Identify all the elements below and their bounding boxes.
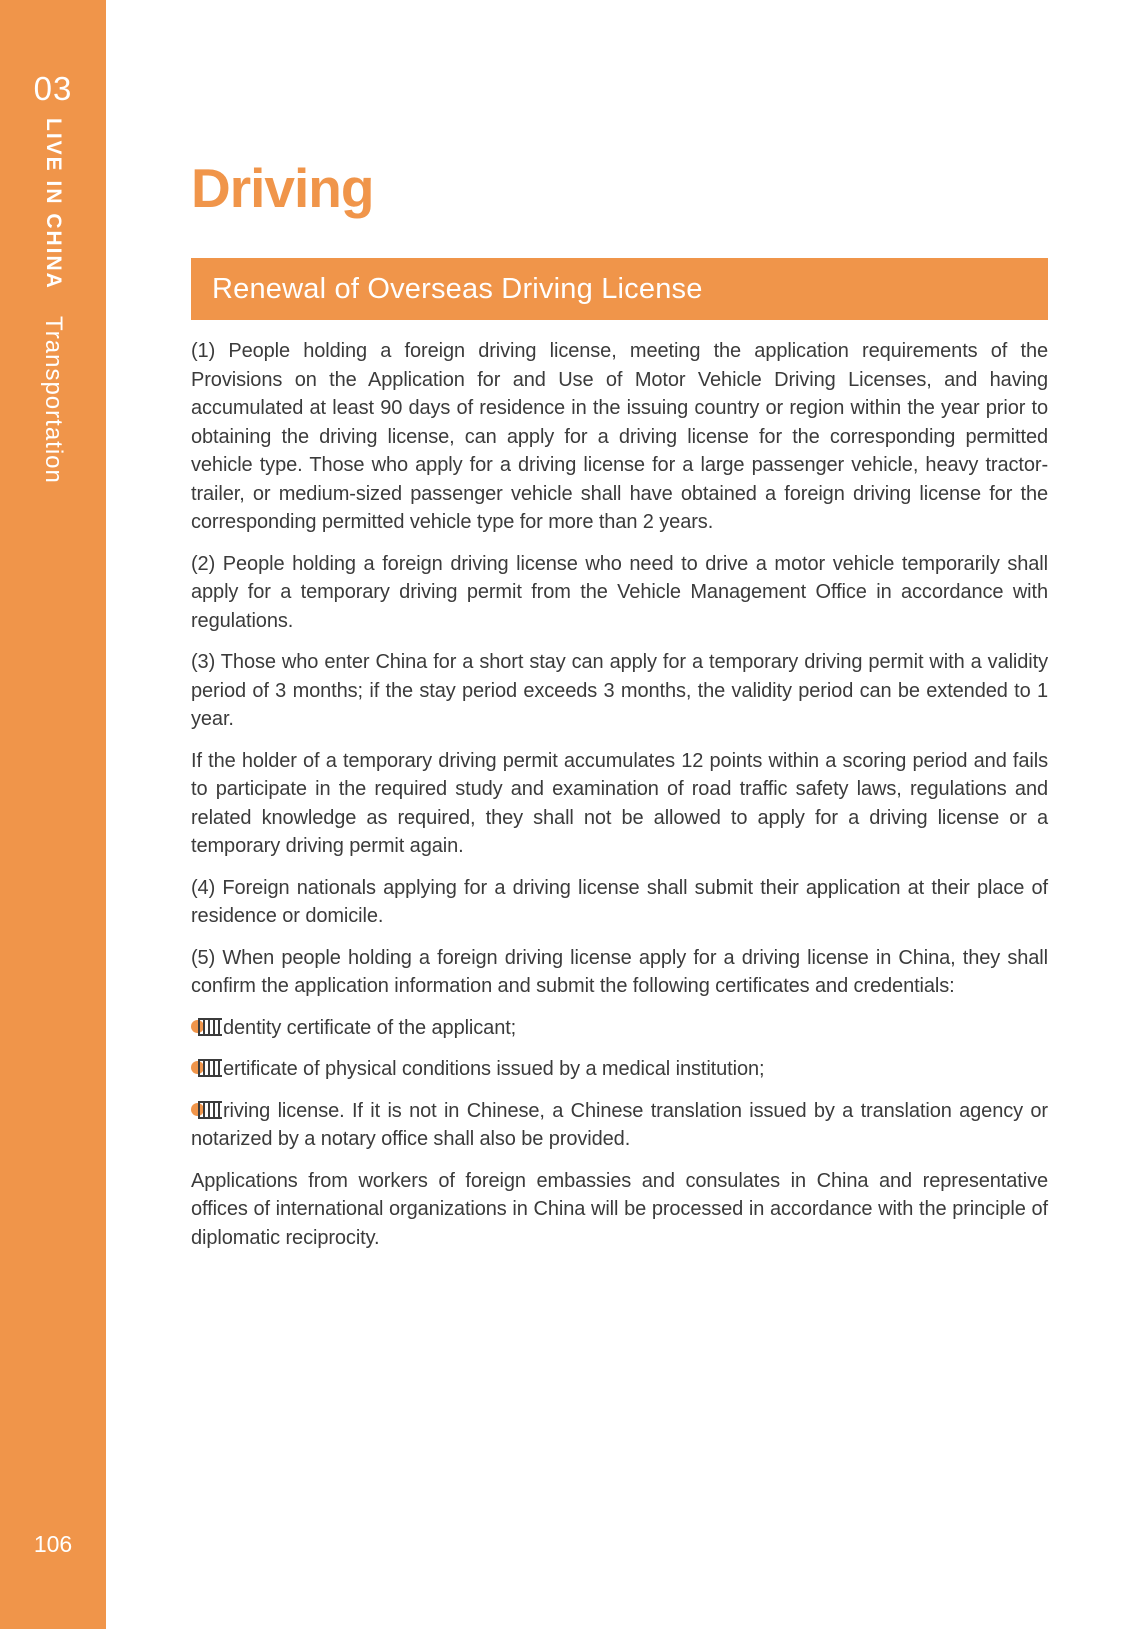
- bullet-hatch-icon: [198, 1059, 222, 1077]
- paragraph-4: If the holder of a temporary driving permit accumulates 12 points within a scoring period and fails to participate in the required study and examination of road traffic safety laws, regulations and related knowledge as required, they shall not be allowed to apply for a driving license or a temporary driving permit again.: [191, 749, 1048, 857]
- paragraph-3: (3) Those who enter China for a short stay can apply for a temporary driving permit with a validity period of 3 months; if the stay period exceeds 3 months, the validity period can be extended to 1 year.: [191, 651, 1048, 730]
- bullet-hatch-icon: [198, 1101, 222, 1119]
- list-item-driving-license: [191, 1097, 1048, 1154]
- list-item-text: riving license. If it is not in Chinese, a Chinese translation issued by a translation agency or notarized by a notary office shall also be provided.: [191, 1099, 1048, 1150]
- paragraph-6: (5) When people holding a foreign driving license apply for a driving license in China, they shall confirm the application information and submit the following certificates and credentials:: [191, 946, 1048, 997]
- chapter-sidebar: [0, 0, 106, 1629]
- paragraph-1: (1) People holding a foreign driving license, meeting the application requirements of the Provisions on the Application for and Use of Motor Vehicle Driving Licenses, and having accumulated at least 90 days of residence in the issuing country or region within the year prior to obtaining the driving license, can apply for a driving license for the corresponding permitted vehicle type. Those who apply for a driving license for a large passenger vehicle, heavy tractor-trailer, or medium-sized passenger vehicle shall have obtained a foreign driving license for the corresponding permitted vehicle type for more than 2 years.: [191, 340, 1048, 533]
- bullet-glitch-icon: [191, 1017, 222, 1037]
- bullet-glitch-icon: [191, 1058, 222, 1078]
- paragraph-5: (4) Foreign nationals applying for a driving license shall submit their application at their place of residence or domicile.: [191, 876, 1048, 927]
- bullet-glitch-icon: [191, 1100, 222, 1120]
- page-number: 106: [33, 1531, 73, 1557]
- list-item-physical-certificate: [191, 1055, 1048, 1084]
- section-label: Transportation: [40, 316, 67, 484]
- main-content: [191, 0, 1048, 1629]
- bullet-hatch-icon: [198, 1018, 222, 1036]
- body-text: [191, 337, 1048, 1252]
- page-title: Driving: [191, 157, 374, 219]
- section-banner-label: Renewal of Overseas Driving License: [212, 272, 703, 305]
- list-item-text: ertificate of physical conditions issued by a medical institution;: [223, 1058, 765, 1080]
- closing-paragraph: Applications from workers of foreign embassies and consulates in China and representative offices of international organizations in China will be processed in accordance with the principle of diplomatic reciprocity.: [191, 1169, 1048, 1249]
- paragraph-2: (2) People holding a foreign driving license who need to drive a motor vehicle temporarily shall apply for a temporary driving permit from the Vehicle Management Office in accordance with regulations.: [191, 552, 1048, 632]
- section-banner: [191, 258, 1048, 320]
- chapter-title: LIVE IN CHINA: [42, 118, 65, 290]
- list-item-text: dentity certificate of the applicant;: [223, 1016, 517, 1039]
- chapter-number: 03: [33, 70, 73, 107]
- list-item-identity-certificate: [191, 1014, 1048, 1043]
